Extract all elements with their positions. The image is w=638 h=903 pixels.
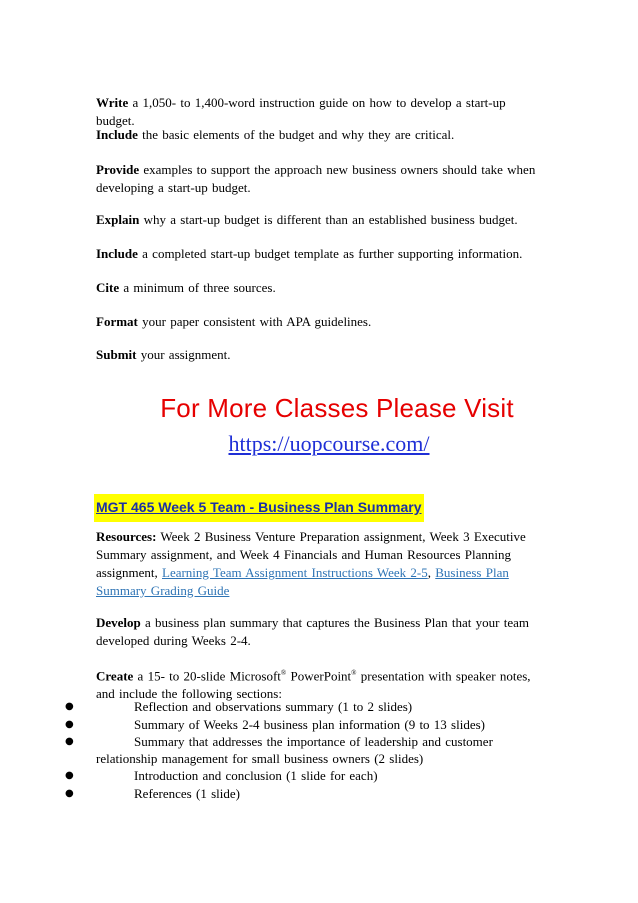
instruction-text: a completed start-up budget template as further supporting information. [137, 246, 523, 261]
grading-guide-link[interactable]: Business Plan Summary Grading Guide [96, 565, 509, 598]
instruction-verb: Explain [96, 212, 140, 227]
list-item-text: References (1 slide) [134, 786, 240, 801]
instruction-text: a minimum of three sources. [119, 280, 276, 295]
instruction-include-template [96, 245, 546, 263]
resources-label: Resources: [96, 529, 157, 544]
list-item-text: Reflection and observations summary (1 to 2 slides) [134, 699, 413, 714]
bullet-icon: ● [65, 719, 74, 730]
registered-mark: ® [351, 669, 357, 677]
develop-text: a business plan summary that captures the Business Plan that your team developed during Weeks 2-4. [96, 615, 529, 648]
resources-separator: , [427, 565, 436, 580]
instruction-verb: Include [96, 127, 138, 142]
instruction-verb: Submit [96, 347, 137, 362]
instruction-submit [96, 346, 546, 364]
list-item-text: Summary of Weeks 2-4 business plan information (9 to 13 slides) [134, 717, 486, 732]
resources-text: Week 2 Business Venture Preparation assignment, Week 3 Executive Summary assignment, and Week 4 Financials and Human Resources Planning assignment, [96, 529, 526, 580]
bullet-icon: ● [65, 736, 74, 747]
instruction-explain [96, 211, 546, 229]
learning-team-instructions-link[interactable]: Learning Team Assignment Instructions Week 2-5 [162, 565, 428, 580]
instruction-verb: Cite [96, 280, 120, 295]
create-text: a 15- to 20-slide Microsoft [133, 668, 281, 684]
instruction-verb: Include [96, 246, 138, 261]
instruction-provide [96, 161, 536, 197]
create-text: presentation with speaker notes, and include the following sections: [96, 668, 531, 702]
list-item-continuation: relationship management for small business owners (2 slides) [96, 751, 424, 766]
instruction-format [96, 313, 546, 331]
instruction-text: your paper consistent with APA guidelines. [137, 314, 372, 329]
instruction-text: a 1,050- to 1,400-word instruction guide on how to develop a start-up budget. [96, 95, 506, 128]
registered-mark: ® [280, 669, 287, 677]
list-item-text: Summary that addresses the importance of leadership and customer [134, 734, 493, 749]
develop-paragraph [96, 614, 536, 650]
bullet-icon: ● [65, 770, 74, 781]
promo-link[interactable]: https://uopcourse.com/ [228, 431, 430, 456]
create-label: Create [96, 668, 134, 684]
instruction-verb: Write [96, 95, 129, 110]
instruction-verb: Provide [96, 162, 140, 177]
instruction-include-elements [96, 126, 546, 144]
develop-label: Develop [96, 615, 141, 630]
instruction-text: examples to support the approach new business owners should take when developing a start-up budget. [96, 162, 536, 195]
resources-paragraph [96, 528, 536, 600]
instruction-text: your assignment. [136, 347, 231, 362]
list-item-text: Introduction and conclusion (1 slide for each) [134, 768, 378, 783]
bullet-icon: ● [65, 788, 74, 799]
instruction-verb: Format [96, 314, 138, 329]
bullet-icon: ● [65, 701, 74, 712]
instruction-text: the basic elements of the budget and why they are critical. [137, 127, 455, 142]
instruction-write [96, 94, 546, 130]
create-text: PowerPoint [286, 668, 352, 684]
section-heading: MGT 465 Week 5 Team - Business Plan Summary [94, 494, 424, 522]
instruction-text: why a start-up budget is different than an established business budget. [139, 212, 518, 227]
promo-title: For More Classes Please Visit [160, 393, 514, 423]
instruction-cite [96, 279, 546, 297]
